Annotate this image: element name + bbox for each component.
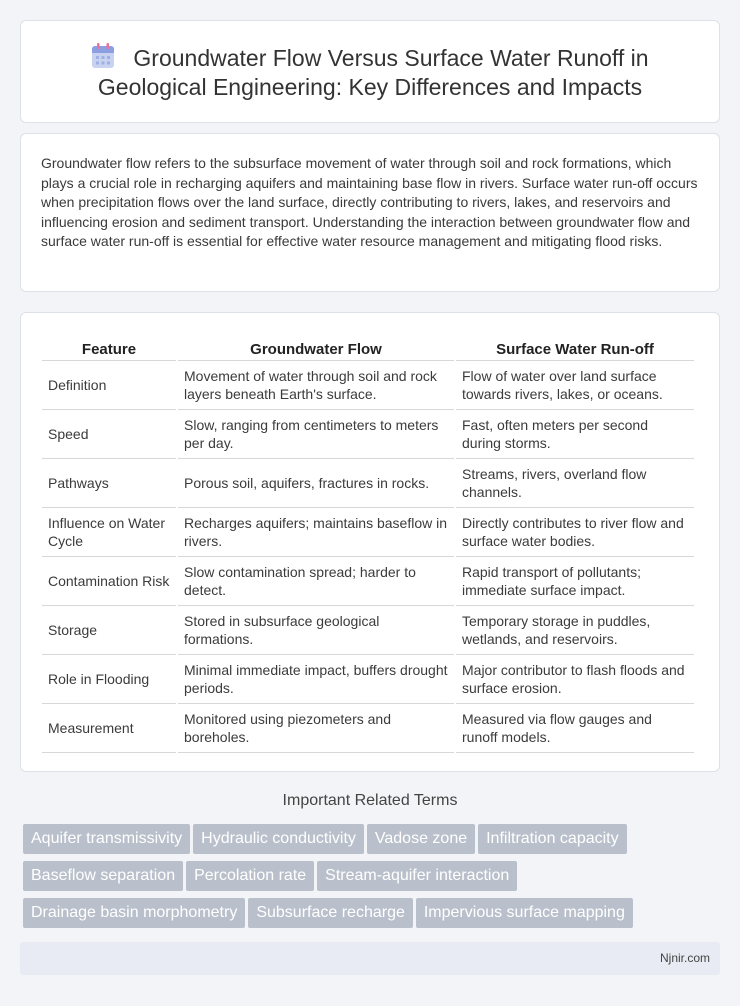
row-feature: Measurement: [42, 704, 176, 753]
table-row: [42, 557, 694, 606]
row-feature: Speed: [42, 410, 176, 459]
term-tag[interactable]: Baseflow separation: [23, 861, 183, 891]
row-groundwater: Minimal immediate impact, buffers drought periods.: [178, 655, 454, 704]
comparison-table-card: [20, 312, 720, 772]
row-surface: Streams, rivers, overland flow channels.: [456, 459, 694, 508]
row-surface: Measured via flow gauges and runoff models.: [456, 704, 694, 753]
comparison-table: [40, 332, 696, 753]
table-row: [42, 508, 694, 557]
row-groundwater: Movement of water through soil and rock layers beneath Earth's surface.: [178, 361, 454, 410]
row-feature: Contamination Risk: [42, 557, 176, 606]
header-groundwater: Groundwater Flow: [178, 332, 454, 361]
row-groundwater: Monitored using piezometers and boreholes.: [178, 704, 454, 753]
row-feature: Definition: [42, 361, 176, 410]
table-row: [42, 459, 694, 508]
intro-paragraph: Groundwater flow refers to the subsurface movement of water through soil and rock formations, which plays a crucial role in recharging aquifers and maintaining base flow in rivers. Surface water run-off occurs when precipitation flows over the land surface, directly contributing to rivers, lakes, and reservoirs and influencing erosion and sediment transport. Understanding the interaction between groundwater flow and surface water run-off is essential for effective water resource management and mitigating flood risks.: [41, 155, 698, 249]
table-row: [42, 361, 694, 410]
term-tag[interactable]: Impervious surface mapping: [416, 898, 633, 928]
table-row: [42, 655, 694, 704]
row-feature: Influence on Water Cycle: [42, 508, 176, 557]
calendar-icon: [91, 43, 115, 69]
term-tag[interactable]: Infiltration capacity: [478, 824, 627, 854]
row-groundwater: Stored in subsurface geological formations.: [178, 606, 454, 655]
title-card: [20, 20, 720, 123]
footer-site-link[interactable]: Njnir.com: [659, 951, 710, 965]
term-tag[interactable]: Aquifer transmissivity: [23, 824, 190, 854]
row-feature: Storage: [42, 606, 176, 655]
header-surface: Surface Water Run-off: [456, 332, 694, 361]
table-row: [42, 606, 694, 655]
footer: [20, 942, 720, 975]
row-surface: Directly contributes to river flow and surface water bodies.: [456, 508, 694, 557]
related-terms-heading: Important Related Terms: [282, 792, 458, 809]
row-groundwater: Porous soil, aquifers, fractures in rocks.: [178, 459, 454, 508]
row-surface: Fast, often meters per second during storms.: [456, 410, 694, 459]
term-tag[interactable]: Drainage basin morphometry: [23, 898, 245, 928]
row-groundwater: Slow contamination spread; harder to detect.: [178, 557, 454, 606]
term-tag[interactable]: Subsurface recharge: [248, 898, 413, 928]
intro-card: [20, 133, 720, 292]
row-feature: Pathways: [42, 459, 176, 508]
page-title-text: Groundwater Flow Versus Surface Water Runoff in Geological Engineering: Key Differences and Impacts: [97, 45, 649, 100]
row-surface: Temporary storage in puddles, wetlands, and reservoirs.: [456, 606, 694, 655]
term-tag[interactable]: Stream-aquifer interaction: [317, 861, 517, 891]
table-row: [42, 704, 694, 753]
row-surface: Flow of water over land surface towards rivers, lakes, or oceans.: [456, 361, 694, 410]
table-header-row: [42, 332, 694, 361]
row-surface: Major contributor to flash floods and surface erosion.: [456, 655, 694, 704]
term-tag[interactable]: Percolation rate: [186, 861, 314, 891]
related-terms-list: [23, 824, 723, 935]
term-tag[interactable]: Hydraulic conductivity: [193, 824, 364, 854]
row-groundwater: Recharges aquifers; maintains baseflow in rivers.: [178, 508, 454, 557]
table-row: [42, 410, 694, 459]
header-feature: Feature: [42, 332, 176, 361]
page-title: [41, 43, 699, 102]
row-surface: Rapid transport of pollutants; immediate surface impact.: [456, 557, 694, 606]
row-feature: Role in Flooding: [42, 655, 176, 704]
term-tag[interactable]: Vadose zone: [367, 824, 475, 854]
row-groundwater: Slow, ranging from centimeters to meters per day.: [178, 410, 454, 459]
